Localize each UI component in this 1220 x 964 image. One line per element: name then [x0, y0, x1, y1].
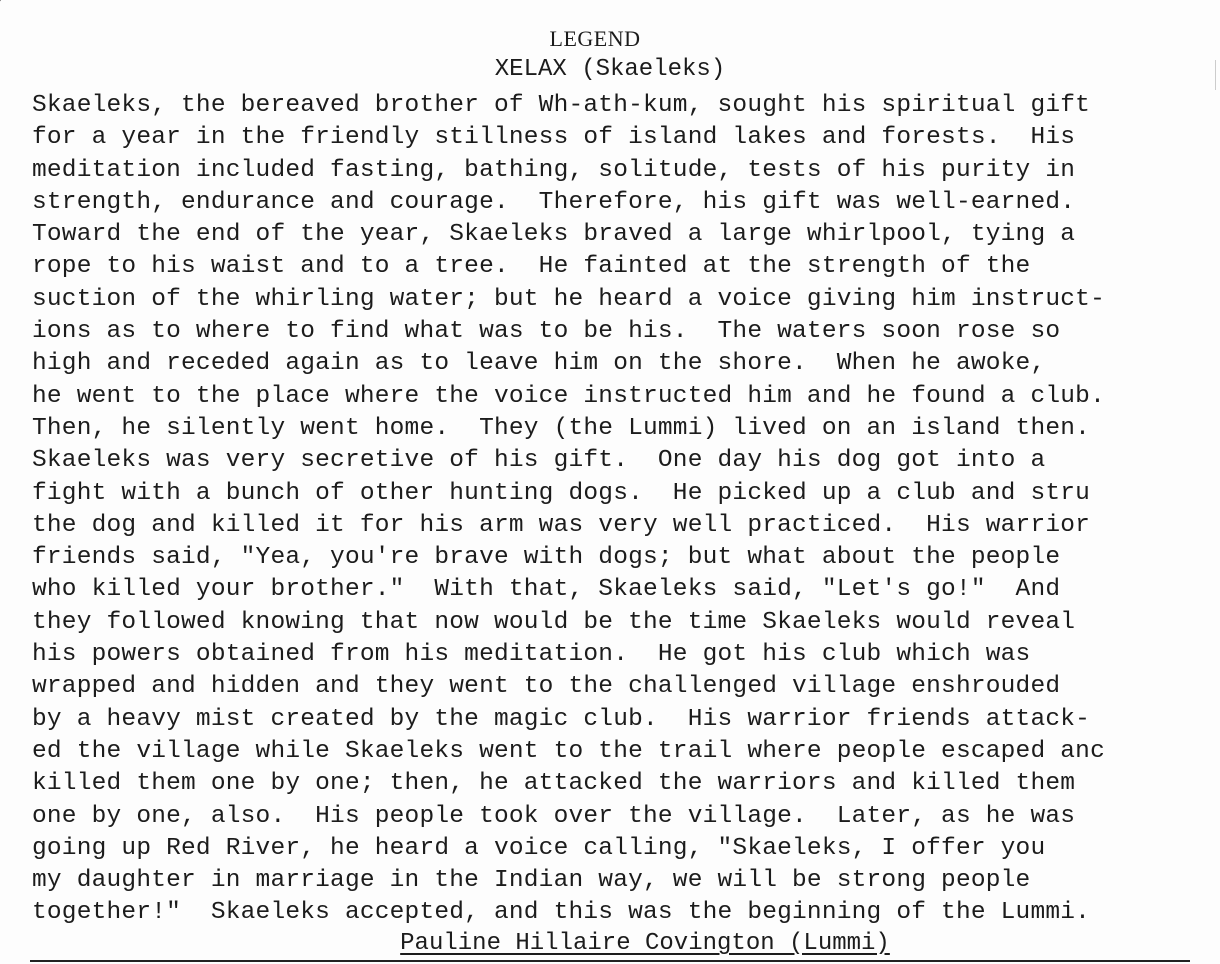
text-line: rope to his waist and to a tree. He fainted at the strength of the [32, 253, 1031, 281]
text-line: Skaeleks, the bereaved brother of Wh-ath-kum, sought his spiritual gift [32, 92, 1091, 119]
legend-body [32, 90, 1212, 930]
text-line: my daughter in marriage in the Indian way, we will be strong people [32, 867, 1031, 895]
corner-mark [0, 0, 11, 10]
author-attribution: Pauline Hillaire Covington (Lummi) [400, 930, 890, 957]
text-line: they followed knowing that now would be the time Skaeleks would reveal [32, 608, 1076, 636]
bottom-rule [30, 960, 1190, 962]
text-line: fight with a bunch of other hunting dogs. He picked up a club and stru [32, 479, 1091, 507]
text-line: wrapped and hidden and they went to the challenged village enshrouded [32, 673, 1061, 701]
text-line: high and receded again as to leave him on the shore. When he awoke, [32, 350, 1046, 378]
document-title: LEGEND [549, 26, 641, 51]
text-line: by a heavy mist created by the magic club. His warrior friends attack- [32, 705, 1091, 733]
text-line: who killed your brother." With that, Skaeleks said, "Let's go!" And [32, 576, 1061, 604]
text-line: ed the village while Skaeleks went to the trail where people escaped anc [32, 737, 1105, 765]
text-line: his powers obtained from his meditation. He got his club which was [32, 641, 1031, 669]
text-line: suction of the whirling water; but he heard a voice giving him instruct- [32, 285, 1105, 313]
text-line: Toward the end of the year, Skaeleks braved a large whirlpool, tying a [32, 221, 1076, 249]
text-line: together!" Skaeleks accepted, and this was the beginning of the Lummi. [32, 899, 1091, 927]
text-line: Then, he silently went home. They (the Lummi) lived on an island then. [32, 414, 1091, 442]
text-line: the dog and killed it for his arm was very well practiced. His warrior [32, 511, 1091, 539]
text-line: for a year in the friendly stillness of island lakes and forests. His [32, 124, 1076, 152]
text-line: strength, endurance and courage. Therefore, his gift was well-earned. [32, 188, 1076, 216]
text-line: ions as to where to find what was to be his. The waters soon rose so [32, 318, 1061, 346]
text-line: meditation included fasting, bathing, solitude, tests of his purity in [32, 156, 1076, 184]
text-line: killed them one by one; then, he attacked the warriors and killed them [32, 770, 1076, 798]
text-line: friends said, "Yea, you're brave with dogs; but what about the people [32, 544, 1061, 572]
text-line: Skaeleks was very secretive of his gift. One day his dog got into a [32, 447, 1046, 475]
text-line: going up Red River, he heard a voice calling, "Skaeleks, I offer you [32, 834, 1046, 862]
text-line: one by one, also. His people took over the village. Later, as he was [32, 802, 1076, 830]
text-line: he went to the place where the voice instructed him and he found a club. [32, 382, 1105, 410]
document-subtitle: XELAX (Skaeleks) [494, 56, 726, 83]
